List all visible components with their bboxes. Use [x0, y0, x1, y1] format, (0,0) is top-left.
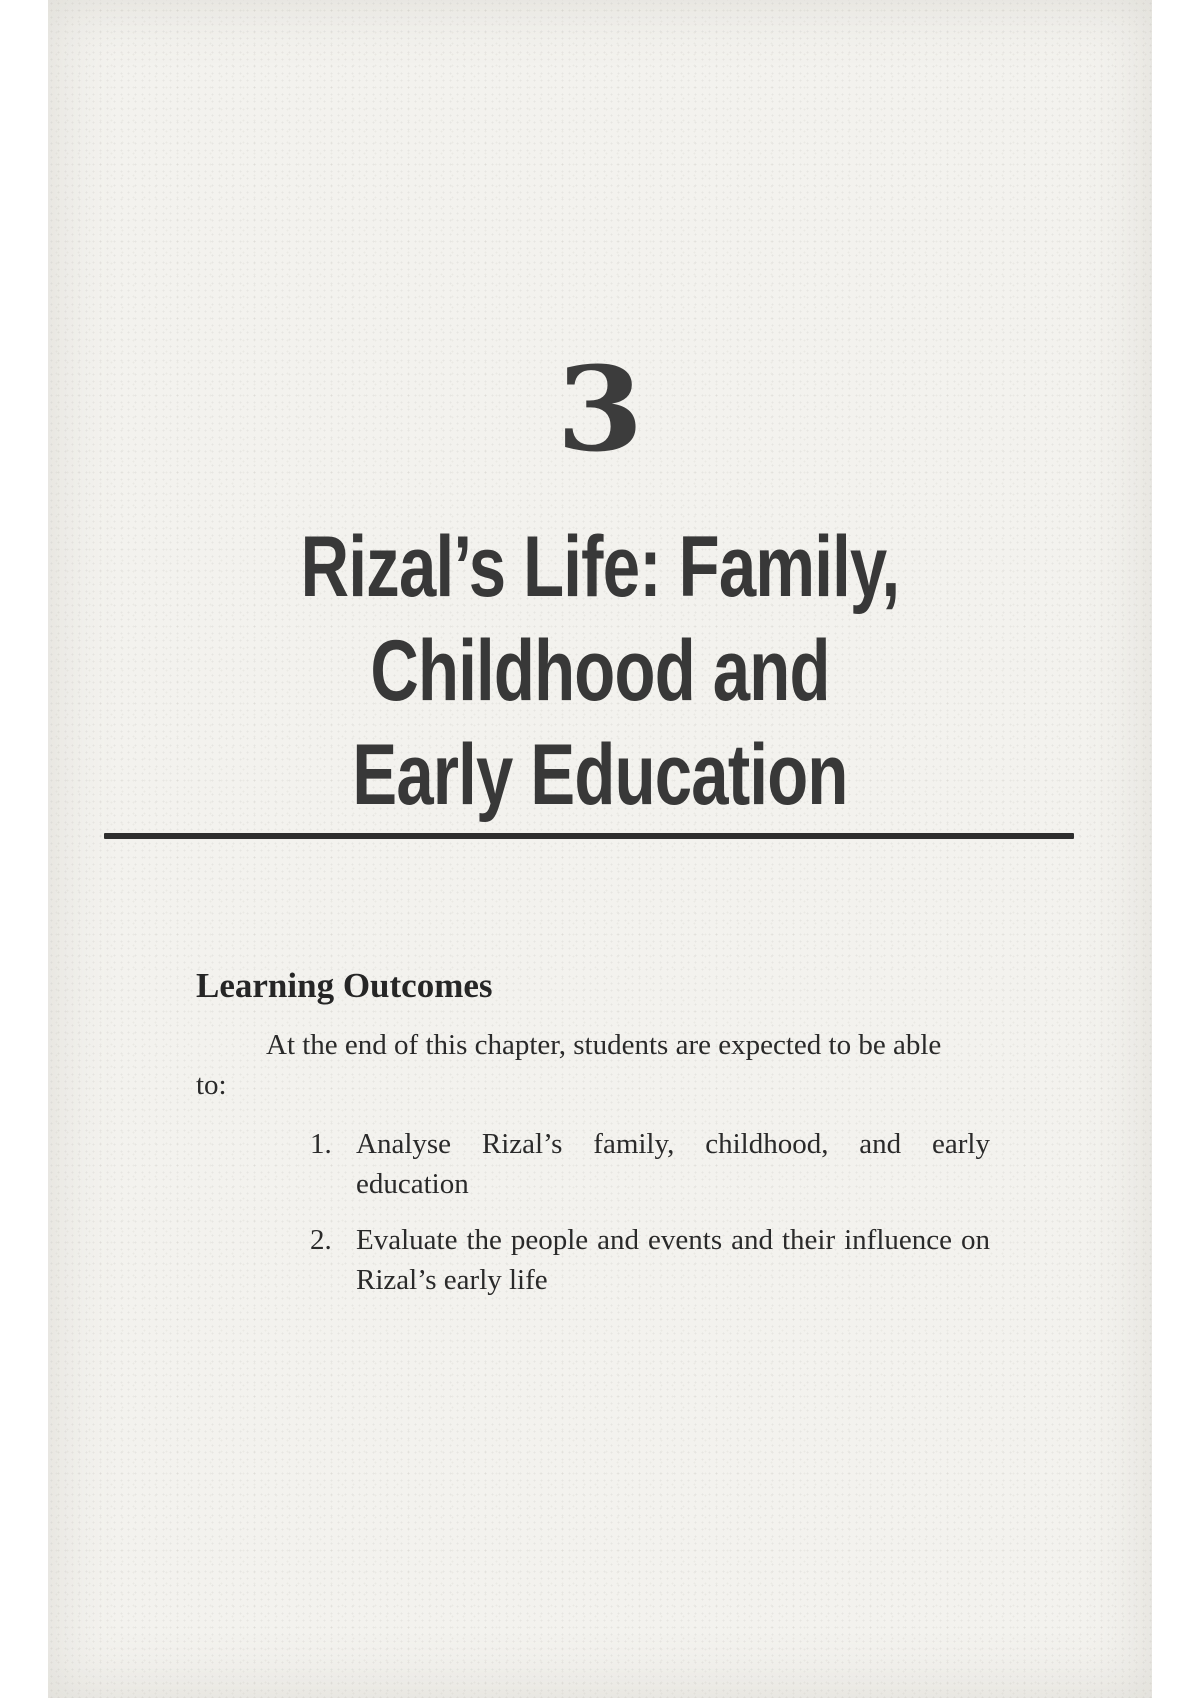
chapter-number: 3 [556, 342, 644, 478]
chapter-title-line: Rizal’s Life: Family, [300, 519, 900, 615]
book-page [48, 0, 1152, 1698]
learning-outcomes-heading: Learning Outcomes [196, 966, 493, 1005]
chapter-title [48, 515, 1152, 827]
list-item [310, 1124, 990, 1204]
learning-outcomes-list [310, 1124, 990, 1316]
title-divider [104, 833, 1074, 839]
list-item-number: 2. [310, 1224, 332, 1256]
list-item-text: Evaluate the people and events and their influence on Rizal’s early life [356, 1224, 990, 1296]
list-item-number: 1. [310, 1128, 332, 1160]
list-item [310, 1220, 990, 1300]
list-item-text: Analyse Rizal’s family, childhood, and early education [356, 1128, 990, 1200]
chapter-title-line: Childhood and [370, 623, 830, 719]
learning-outcomes-intro: At the end of this chapter, students are expected to be able to: [196, 1029, 942, 1101]
chapter-title-line: Early Education [352, 727, 848, 823]
